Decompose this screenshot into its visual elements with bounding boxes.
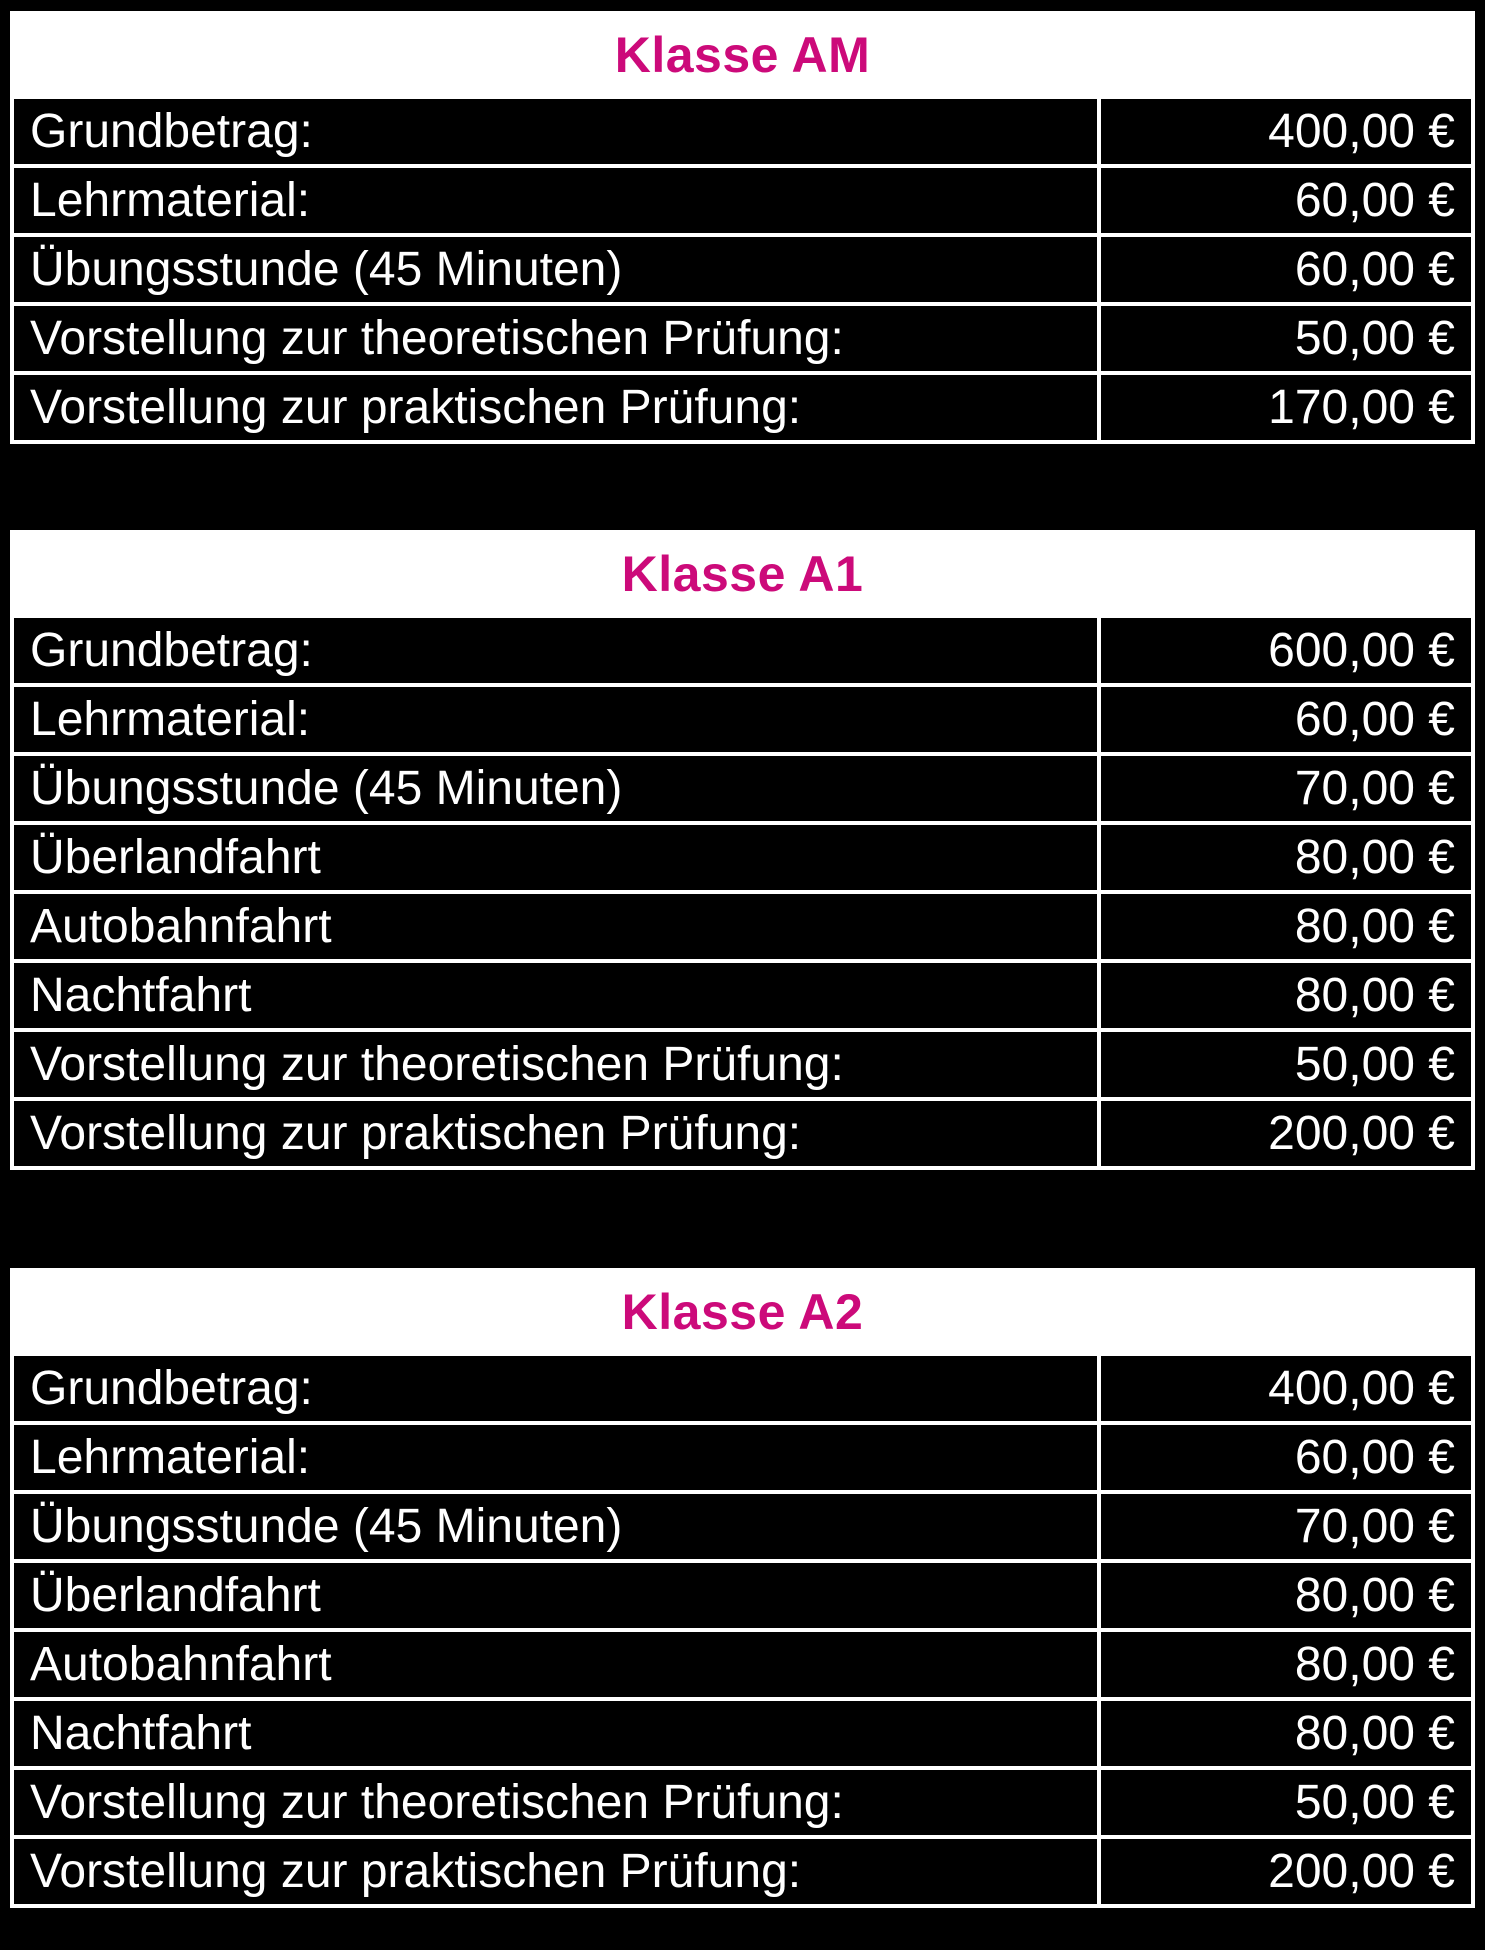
table-row [12,823,1473,892]
row-price: 60,00 € [1099,166,1473,235]
row-price: 80,00 € [1099,1699,1473,1768]
row-price: 200,00 € [1099,1837,1473,1906]
table-row [12,1837,1473,1906]
table-row [12,1354,1473,1423]
table-row [12,1423,1473,1492]
table-row [12,1030,1473,1099]
row-label: Vorstellung zur theoretischen Prüfung: [12,304,1099,373]
table-row [12,1492,1473,1561]
table-title-row [12,13,1473,97]
row-label: Lehrmaterial: [12,1423,1099,1492]
table-row [12,961,1473,1030]
row-label: Grundbetrag: [12,616,1099,685]
row-label: Übungsstunde (45 Minuten) [12,235,1099,304]
row-label: Überlandfahrt [12,1561,1099,1630]
table-row [12,1099,1473,1168]
row-price: 80,00 € [1099,1630,1473,1699]
table-row [12,1699,1473,1768]
row-price: 70,00 € [1099,754,1473,823]
price-table-klasse-a2 [10,1268,1475,1908]
table-row [12,1561,1473,1630]
table-row [12,235,1473,304]
row-price: 50,00 € [1099,1030,1473,1099]
row-label: Autobahnfahrt [12,892,1099,961]
table-row [12,616,1473,685]
row-price: 80,00 € [1099,961,1473,1030]
table-title: Klasse AM [12,13,1473,97]
row-price: 60,00 € [1099,1423,1473,1492]
row-label: Vorstellung zur praktischen Prüfung: [12,373,1099,442]
row-label: Lehrmaterial: [12,166,1099,235]
row-price: 70,00 € [1099,1492,1473,1561]
row-label: Übungsstunde (45 Minuten) [12,1492,1099,1561]
row-label: Grundbetrag: [12,1354,1099,1423]
table-title: Klasse A2 [12,1270,1473,1354]
table-row [12,685,1473,754]
row-label: Nachtfahrt [12,961,1099,1030]
row-label: Vorstellung zur praktischen Prüfung: [12,1099,1099,1168]
row-price: 60,00 € [1099,235,1473,304]
row-label: Grundbetrag: [12,97,1099,166]
row-label: Vorstellung zur praktischen Prüfung: [12,1837,1099,1906]
row-label: Lehrmaterial: [12,685,1099,754]
table-row [12,1768,1473,1837]
row-price: 400,00 € [1099,1354,1473,1423]
row-price: 50,00 € [1099,1768,1473,1837]
table-row [12,892,1473,961]
row-price: 60,00 € [1099,685,1473,754]
row-label: Übungsstunde (45 Minuten) [12,754,1099,823]
table-row [12,1630,1473,1699]
price-table-klasse-am [10,11,1475,444]
row-label: Nachtfahrt [12,1699,1099,1768]
row-price: 80,00 € [1099,892,1473,961]
row-price: 50,00 € [1099,304,1473,373]
row-price: 600,00 € [1099,616,1473,685]
table-row [12,373,1473,442]
table-title-row [12,532,1473,616]
row-label: Überlandfahrt [12,823,1099,892]
row-label: Vorstellung zur theoretischen Prüfung: [12,1768,1099,1837]
row-price: 170,00 € [1099,373,1473,442]
row-price: 400,00 € [1099,97,1473,166]
price-table-klasse-a1 [10,530,1475,1170]
row-price: 80,00 € [1099,1561,1473,1630]
row-price: 200,00 € [1099,1099,1473,1168]
table-title-row [12,1270,1473,1354]
row-price: 80,00 € [1099,823,1473,892]
row-label: Autobahnfahrt [12,1630,1099,1699]
table-title: Klasse A1 [12,532,1473,616]
table-row [12,166,1473,235]
table-row [12,97,1473,166]
table-row [12,754,1473,823]
row-label: Vorstellung zur theoretischen Prüfung: [12,1030,1099,1099]
table-row [12,304,1473,373]
